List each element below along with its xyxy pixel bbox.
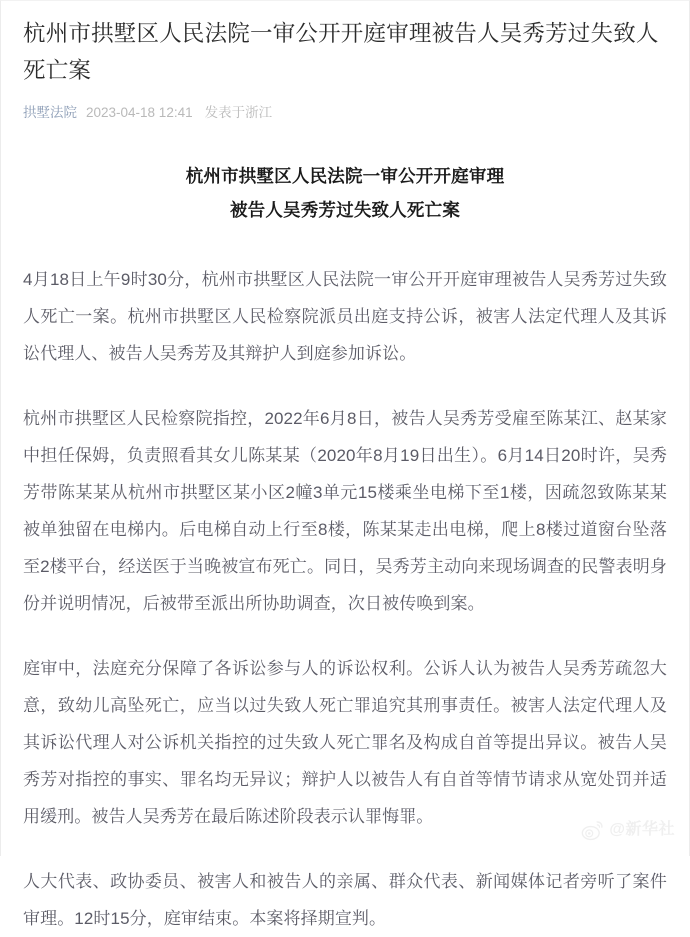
body-paragraph: 杭州市拱墅区人民检察院指控，2022年6月8日，被告人吴秀芳受雇至陈某江、赵某家中担任保姆，负责照看其女儿陈某某（2020年8月19日出生）。6月14日20时许，吴秀芳带陈某某从杭州市拱墅区某小区2幢3单元15楼乘坐电梯下至1楼，因疏忽致陈某某被单独留在电梯内。后电梯自动上行至8楼，陈某某走出电梯，爬上8楼过道窗台坠落至2楼平台，经送医于当晚被宣布死亡。同日，吴秀芳主动向来现场调查的民警表明身份并说明情况，后被带至派出所协助调查，次日被传唤到案。: [23, 409, 667, 613]
subtitle-line-2: 被告人吴秀芳过失致人死亡案: [229, 200, 461, 220]
meta-location: 发表于浙江: [204, 105, 273, 120]
body-paragraph: 4月18日上午9时30分，杭州市拱墅区人民法院一审公开开庭审理被告人吴秀芳过失致人死亡一案。杭州市拱墅区人民检察院派员出庭支持公诉，被害人法定代理人及其诉讼代理人、被告人吴秀芳及其辩护人到庭参加诉讼。: [23, 270, 667, 363]
article-body: [1, 159, 689, 937]
subtitle-line-1: 杭州市拱墅区人民法院一审公开开庭审理: [185, 166, 505, 186]
meta-source-name[interactable]: 拱墅法院: [23, 105, 77, 120]
body-paragraph: 人大代表、政协委员、被害人和被告人的亲属、群众代表、新闻媒体记者旁听了案件审理。12时15分，庭审结束。本案将择期宣判。: [23, 872, 667, 928]
article-header: [1, 1, 689, 123]
watermark-text: @新华社: [609, 821, 675, 838]
page-title: 杭州市拱墅区人民法院一审公开开庭审理被告人吴秀芳过失致人死亡案: [23, 21, 659, 83]
body-paragraph: 庭审中，法庭充分保障了各诉讼参与人的诉讼权利。公诉人认为被告人吴秀芳疏忽大意，致幼儿高坠死亡，应当以过失致人死亡罪追究其刑事责任。被害人法定代理人及其诉讼代理人对公诉机关指控的过失致人死亡罪名及构成自首等提出异议。被告人吴秀芳对指控的事实、罪名均无异议；辩护人以被告人有自首等情节请求从宽处罚并适用缓刑。被告人吴秀芳在最后陈述阶段表示认罪悔罪。: [23, 659, 667, 826]
article-meta: [23, 103, 667, 123]
meta-datetime: 2023-04-18 12:41: [86, 105, 193, 120]
article-subtitle: [23, 159, 667, 227]
